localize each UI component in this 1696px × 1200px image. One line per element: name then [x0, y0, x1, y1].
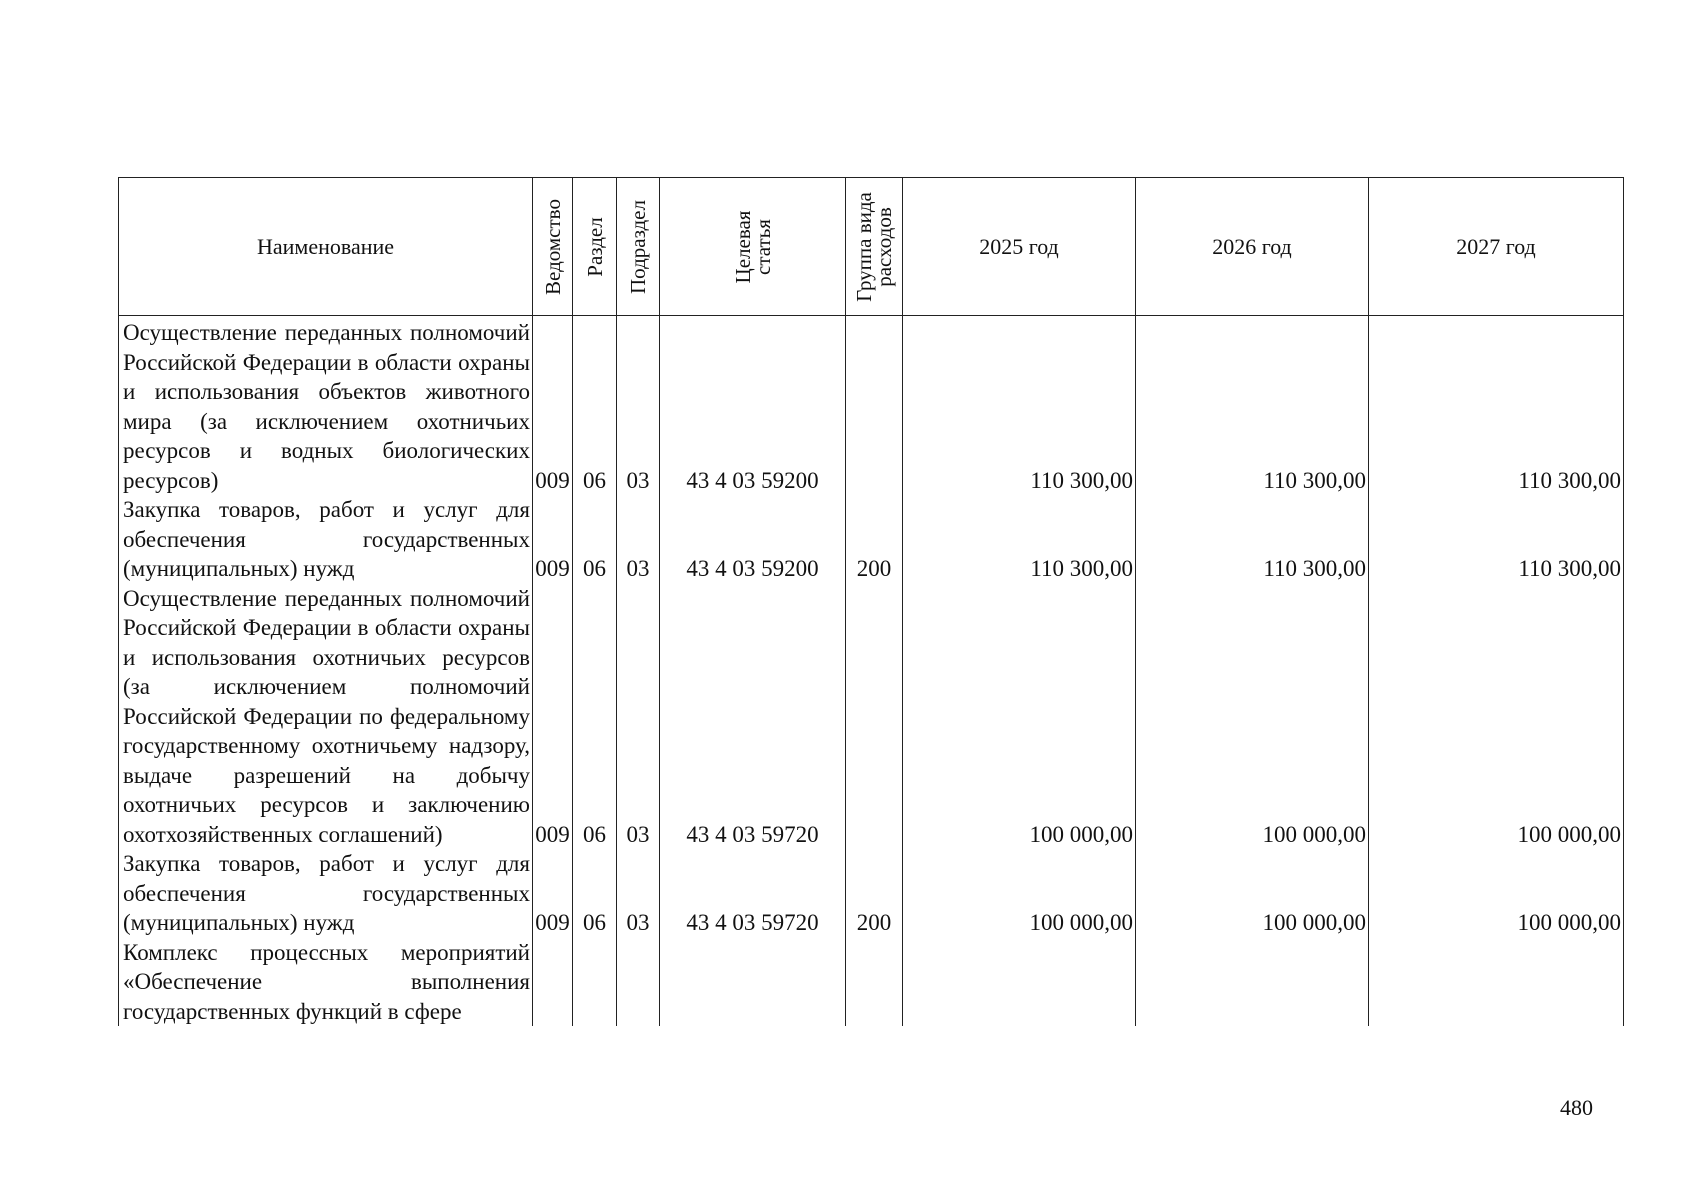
header-target-article [660, 178, 846, 316]
header-2025: 2025 год [903, 178, 1136, 316]
header-target-article-line1: Целевая [730, 210, 755, 283]
row-2025 [903, 938, 1136, 1027]
row-department: 009 [533, 849, 573, 938]
row-name: Комплекс процессных мероприятий «Обеспечение выполнения государственных функций в сфере [119, 938, 533, 1027]
row-2027: 110 300,00 [1369, 495, 1624, 584]
header-expense-group-line2: расходов [872, 206, 896, 287]
row-section: 06 [573, 316, 617, 496]
row-target-article: 43 4 03 59200 [660, 495, 846, 584]
row-name: Осуществление переданных полномочий Российской Федерации в области охраны и использования объектов животного мира (за исключением охотничьих ресурсов и водных биологических ресурсов) [119, 316, 533, 496]
row-department: 009 [533, 495, 573, 584]
row-expense-group [846, 584, 903, 850]
row-subsection: 03 [617, 584, 660, 850]
row-2026: 110 300,00 [1136, 495, 1369, 584]
header-name: Наименование [119, 178, 533, 316]
table-row [119, 938, 1624, 1027]
row-2025: 100 000,00 [903, 584, 1136, 850]
header-2027: 2027 год [1369, 178, 1624, 316]
page-number: 480 [1560, 1095, 1593, 1120]
row-expense-group: 200 [846, 849, 903, 938]
header-subsection [617, 178, 660, 316]
table-row [119, 316, 1624, 496]
header-target-article-label [730, 210, 775, 283]
row-target-article: 43 4 03 59720 [660, 849, 846, 938]
table-row [119, 584, 1624, 850]
row-2027: 100 000,00 [1369, 584, 1624, 850]
row-2026: 100 000,00 [1136, 584, 1369, 850]
row-expense-group [846, 938, 903, 1027]
header-section [573, 178, 617, 316]
budget-table [118, 177, 1624, 1026]
header-expense-group [846, 178, 903, 316]
header-subsection-label: Подраздел [626, 199, 650, 294]
row-section: 06 [573, 849, 617, 938]
row-department: 009 [533, 584, 573, 850]
row-target-article: 43 4 03 59720 [660, 584, 846, 850]
row-name: Закупка товаров, работ и услуг для обеспечения государственных (муниципальных) нужд [119, 849, 533, 938]
header-department [533, 178, 573, 316]
row-department [533, 938, 573, 1027]
row-section [573, 938, 617, 1027]
row-section: 06 [573, 495, 617, 584]
header-expense-group-label [854, 192, 894, 302]
row-2027: 110 300,00 [1369, 316, 1624, 496]
row-2027: 100 000,00 [1369, 849, 1624, 938]
row-2025: 110 300,00 [903, 316, 1136, 496]
header-expense-group-line1: Группа вида [852, 191, 876, 302]
row-subsection: 03 [617, 316, 660, 496]
table-row [119, 495, 1624, 584]
row-subsection: 03 [617, 849, 660, 938]
header-2026: 2026 год [1136, 178, 1369, 316]
row-section: 06 [573, 584, 617, 850]
row-2026 [1136, 938, 1369, 1027]
row-target-article [660, 938, 846, 1027]
header-target-article-line2: статья [750, 218, 775, 275]
row-2026: 100 000,00 [1136, 849, 1369, 938]
row-expense-group [846, 316, 903, 496]
row-2025: 100 000,00 [903, 849, 1136, 938]
header-section-label: Раздел [582, 216, 607, 277]
row-target-article: 43 4 03 59200 [660, 316, 846, 496]
header-department-label: Ведомство [540, 198, 565, 295]
table-header-row [119, 178, 1624, 316]
row-expense-group: 200 [846, 495, 903, 584]
row-name: Осуществление переданных полномочий Российской Федерации в области охраны и использования охотничьих ресурсов (за исключением полномочий Российской Федерации по федеральному государственному охотничьему надзору, выдаче разрешений на добычу охотничьих ресурсов и заключению охотхозяйственных соглашений) [119, 584, 533, 850]
row-subsection: 03 [617, 495, 660, 584]
row-name: Закупка товаров, работ и услуг для обеспечения государственных (муниципальных) нужд [119, 495, 533, 584]
row-subsection [617, 938, 660, 1027]
row-2026: 110 300,00 [1136, 316, 1369, 496]
row-2027 [1369, 938, 1624, 1027]
row-2025: 110 300,00 [903, 495, 1136, 584]
table-row [119, 849, 1624, 938]
row-department: 009 [533, 316, 573, 496]
